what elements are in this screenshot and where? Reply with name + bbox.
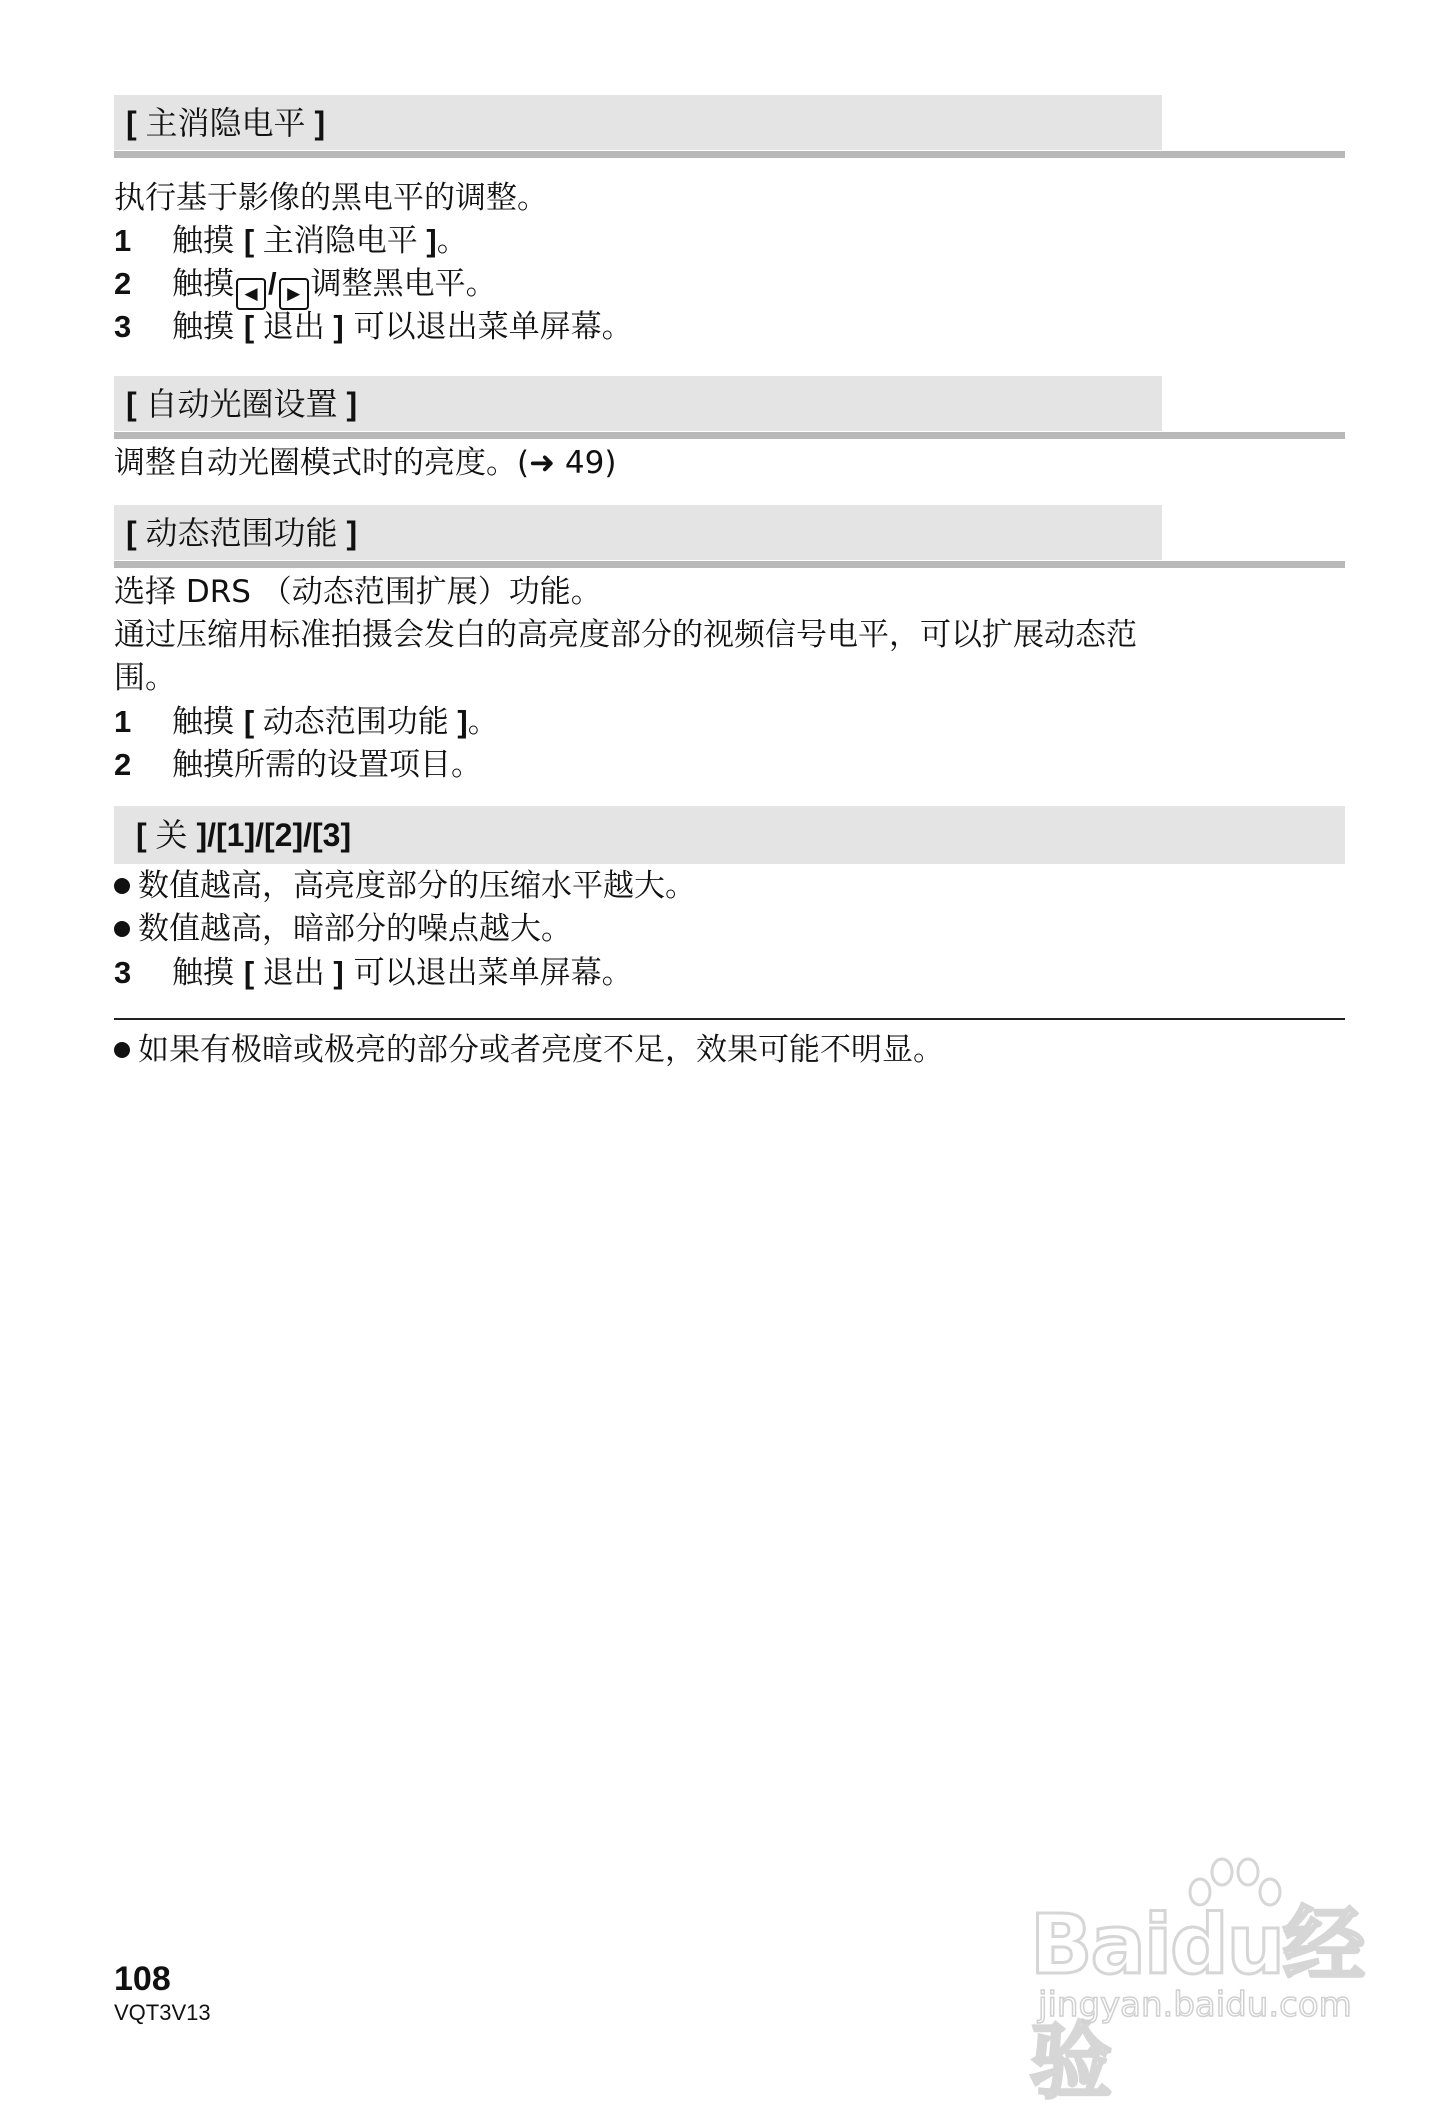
bullet-icon (114, 921, 130, 937)
options-title: [ 关 ]/[1]/[2]/[3] (136, 816, 352, 854)
bullet-icon (114, 878, 130, 894)
section-header-auto-iris (114, 376, 1345, 439)
bullet-item: 数值越高，暗部分的噪点越大。 (114, 909, 572, 949)
section-title: [ 动态范围功能 ] (126, 514, 358, 552)
section-header-black-level (114, 95, 1345, 158)
left-arrow-key-icon: ◀ (236, 278, 266, 310)
page-number: 108 (114, 1960, 171, 1998)
right-arrow-key-icon: ▶ (279, 278, 309, 310)
section-description-1: 选择 DRS （动态范围扩展）功能。 (114, 574, 602, 610)
step-1: 1 触摸 [ 动态范围功能 ]。 (114, 704, 499, 740)
baidu-watermark-logo: Baidu经验 jingyan.baidu.com (1030, 1850, 1430, 2040)
bullet-icon (114, 1042, 130, 1058)
divider (114, 1018, 1345, 1020)
note-item: 如果有极暗或极亮的部分或者亮度不足，效果可能不明显。 (114, 1030, 944, 1070)
section-title: [ 主消隐电平 ] (126, 104, 326, 142)
step-2: 2 触摸所需的设置项目。 (114, 747, 482, 783)
section-title: [ 自动光圈设置 ] (126, 385, 358, 423)
section-description-3: 围。 (114, 660, 176, 696)
step-3: 3 触摸 [ 退出 ] 可以退出菜单屏幕。 (114, 955, 633, 991)
section-description-2: 通过压缩用标准拍摄会发白的高亮度部分的视频信号电平，可以扩展动态范 (114, 617, 1137, 653)
step-3: 3 触摸 [ 退出 ] 可以退出菜单屏幕。 (114, 309, 633, 345)
options-header (114, 806, 1345, 864)
step-1: 1 触摸 [ 主消隐电平 ]。 (114, 223, 468, 259)
section-description: 调整自动光圈模式时的亮度。(➜ 49) (114, 445, 617, 481)
step-2: 2 触摸 ◀ / ▶ 调整黑电平。 (114, 264, 497, 310)
section-description: 执行基于影像的黑电平的调整。 (114, 180, 548, 216)
bullet-item: 数值越高，高亮度部分的压缩水平越大。 (114, 866, 696, 906)
section-header-dynamic-range (114, 505, 1345, 568)
document-code: VQT3V13 (114, 2000, 211, 2025)
